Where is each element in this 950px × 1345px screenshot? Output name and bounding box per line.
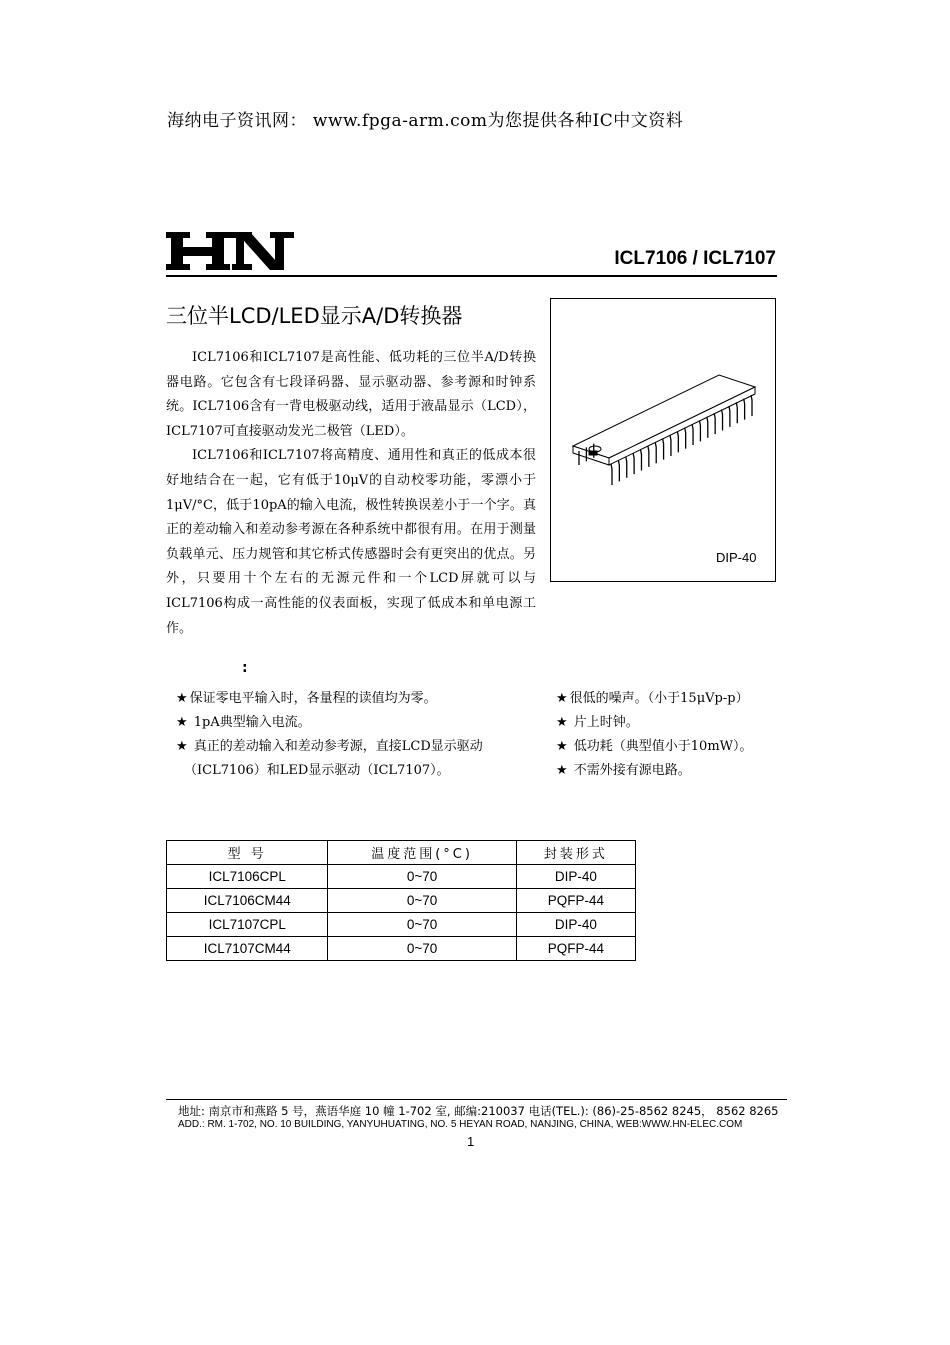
star-icon: ★ [556,763,568,778]
cell-model: ICL7106CM44 [167,889,328,913]
header-model: 型 号 [167,841,328,865]
feature-right-4: ★ 不需外接有源电路。 [556,763,691,778]
chip-pin [640,449,641,470]
site-banner: 海纳电子资讯网： www.fpga-arm.com为您提供各种IC中文资料 [167,111,684,131]
footer-divider [166,1099,787,1100]
intro-paragraph-1: ICL7106和ICL7107是高性能、低功耗的三位半A/D转换器电路。它包含有七段译码器、显示驱动器、参考源和时钟系统。ICL7106含有一背电极驱动线，适用于液晶显示（LCD），ICL7107可直接驱动发光二极管（LED）。 [166,350,536,439]
cell-package: PQFP-44 [516,889,635,913]
cell-temp: 0~70 [328,937,516,961]
chip-pin [692,424,693,445]
page-number: 1 [467,1134,475,1149]
footer-address-en: ADD.: RM. 1-702, NO. 10 BUILDING, YANYUHUATING, NO. 5 HEYAN ROAD, NANJING, CHINA, WEB:WWW.HN-ELEC.COM [178,1119,743,1130]
chip-pin [633,453,634,474]
intro-paragraph-2: ICL7106和ICL7107将高精度、通用性和真正的低成本很好地结合在一起，它有低于10μV的自动校零功能，零漂小于1μV/°C，低于10pA的输入电流，极性转换误差小于一个字。真正的差动输入和差动参考源在各种系统中都很有用。在用于测量负载单元、压力规管和其它桥式传感器时会有更突出的优点。另外，只要用十个左右的无源元件和一个LCD屏就可以与ICL7106构成一高性能的仪表面板，实现了低成本和单电源工作。 [166,448,536,636]
cell-temp: 0~70 [328,889,516,913]
table-row [167,937,636,961]
feature-left-2: ★ 1pA典型输入电流。 [176,715,311,730]
cell-package: PQFP-44 [516,937,635,961]
chip-pin [648,446,649,467]
dip40-chip-illustration [551,299,777,583]
chip-pin [707,417,708,438]
chip-pin [611,464,612,485]
chip-pin [670,435,671,456]
chip-pin [744,399,745,420]
star-icon: ★ [556,739,568,754]
feature-left-3-cont: （ICL7106）和LED显示驱动（ICL7107）。 [184,763,450,778]
package-label: DIP-40 [716,550,757,565]
chip-pin [722,410,723,431]
header-package: 封装形式 [516,841,635,865]
star-icon: ★ [556,715,568,730]
features-heading: : [242,660,248,676]
star-icon: ★ [176,691,188,706]
star-icon: ★ [176,739,188,754]
table-row [167,889,636,913]
chip-pin [663,439,664,460]
footer-address-cn: 地址: 南京市和燕路 5 号，燕语华庭 10 幢 1-702 室, 邮编:210037 电话(TEL.): (86)-25-8562 8245， 8562 8265 [178,1104,779,1118]
chip-pin [714,413,715,434]
chip-pin [618,460,619,481]
feature-left-1: ★ 保证零电平输入时，各量程的读值均为零。 [176,691,437,706]
chip-pin [655,442,656,463]
star-icon: ★ [176,715,188,730]
feature-right-2: ★ 片上时钟。 [556,715,639,730]
feature-right-3: ★ 低功耗（典型值小于10mW）。 [556,739,753,754]
cell-temp: 0~70 [328,865,516,889]
cell-model: ICL7106CPL [167,865,328,889]
part-number-title: ICL7106 / ICL7107 [614,248,776,269]
table-header-row [167,841,636,865]
cell-temp: 0~70 [328,913,516,937]
chip-pin [677,431,678,452]
header-divider [166,275,777,277]
cell-package: DIP-40 [516,865,635,889]
chip-pin [699,420,700,441]
table-row [167,913,636,937]
chip-pin [751,395,752,416]
cell-model: ICL7107CPL [167,913,328,937]
chip-pin [626,457,627,478]
cell-package: DIP-40 [516,913,635,937]
intro-text [166,346,536,641]
star-icon: ★ [556,691,568,706]
chip-pin [736,402,737,423]
cell-model: ICL7107CM44 [167,937,328,961]
page-title: 三位半LCD/LED显示A/D转换器 [166,304,463,328]
feature-left-3: ★ 真正的差动输入和差动参考源，直接LCD显示驱动 [176,739,483,754]
chip-pin [729,406,730,427]
chip-pin [685,428,686,449]
ordering-table [166,840,636,961]
table-row [167,865,636,889]
package-figure [550,298,776,582]
feature-right-1: ★ 很低的噪声。（小于15μVp-p） [556,691,749,706]
header-temp-range: 温度范围(°C) [328,841,516,865]
hn-logo [166,232,294,270]
